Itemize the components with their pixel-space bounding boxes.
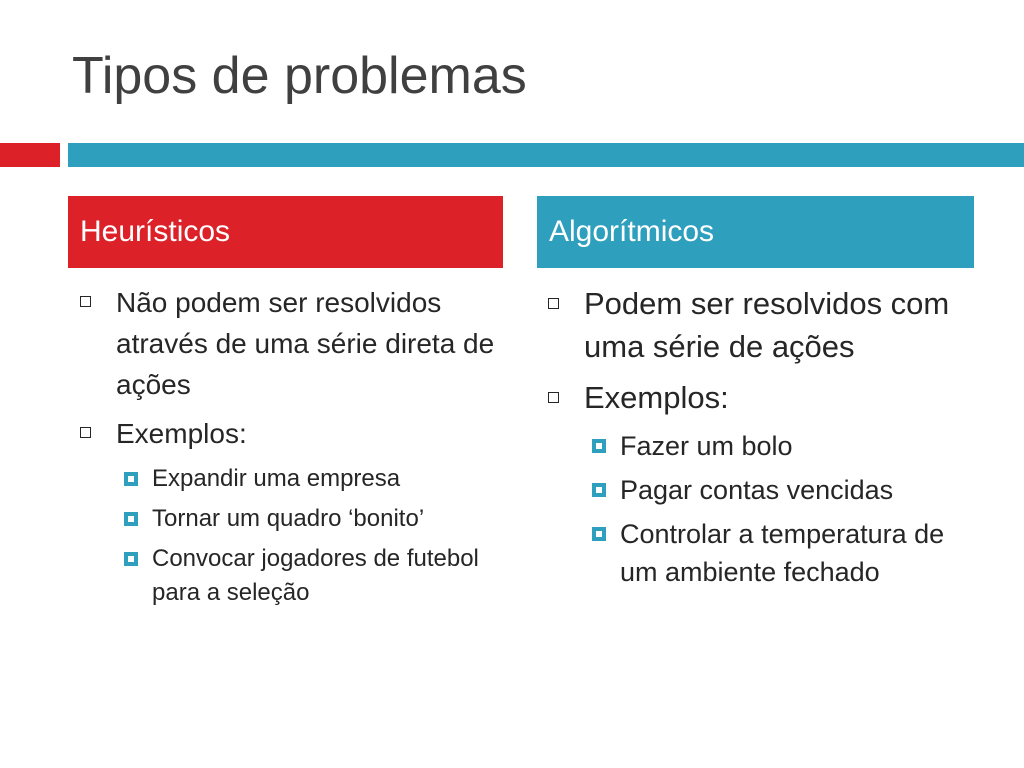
bullet-text: Não podem ser resolvidos através de uma série direta de ações (116, 287, 495, 400)
example-text: Pagar contas vencidas (620, 475, 894, 505)
bullet-item (548, 376, 968, 419)
square-bullet-icon (124, 552, 138, 566)
bullet-text: Podem ser resolvidos com uma série de ações (584, 286, 950, 364)
column-header-label: Heurísticos (80, 215, 231, 248)
column-algoritmicos (548, 282, 968, 597)
example-item (124, 462, 500, 496)
example-list (124, 462, 500, 610)
bullet-item (80, 282, 500, 405)
bullet-text: Exemplos: (584, 380, 729, 415)
example-text: Tornar um quadro ‘bonito’ (152, 505, 425, 532)
slide-title: Tipos de problemas (72, 47, 527, 105)
example-text: Convocar jogadores de futebol para a seleção (152, 545, 479, 606)
column-header-label: Algorítmicos (549, 215, 715, 248)
bullet-list (80, 282, 500, 454)
example-text: Expandir uma empresa (152, 465, 401, 492)
example-item (124, 502, 500, 536)
accent-bar-blue (68, 143, 1024, 167)
hollow-square-bullet-icon (80, 427, 91, 438)
bullet-text: Exemplos: (116, 418, 247, 449)
square-bullet-icon (592, 527, 606, 541)
column-heuristicos (80, 282, 500, 616)
example-text: Controlar a temperatura de um ambiente fechado (620, 519, 945, 587)
example-item (124, 542, 500, 610)
square-bullet-icon (592, 439, 606, 453)
example-item (592, 427, 968, 465)
bullet-list (548, 282, 968, 419)
square-bullet-icon (124, 512, 138, 526)
example-text: Fazer um bolo (620, 431, 793, 461)
hollow-square-bullet-icon (548, 298, 559, 309)
example-list (592, 427, 968, 591)
column-header-algoritmicos (537, 196, 974, 268)
square-bullet-icon (124, 472, 138, 486)
bullet-item (80, 413, 500, 454)
square-bullet-icon (592, 483, 606, 497)
hollow-square-bullet-icon (548, 392, 559, 403)
bullet-item (548, 282, 968, 368)
example-item (592, 515, 968, 591)
example-item (592, 471, 968, 509)
hollow-square-bullet-icon (80, 296, 91, 307)
accent-bar-red (0, 143, 60, 167)
column-header-heuristicos (68, 196, 503, 268)
